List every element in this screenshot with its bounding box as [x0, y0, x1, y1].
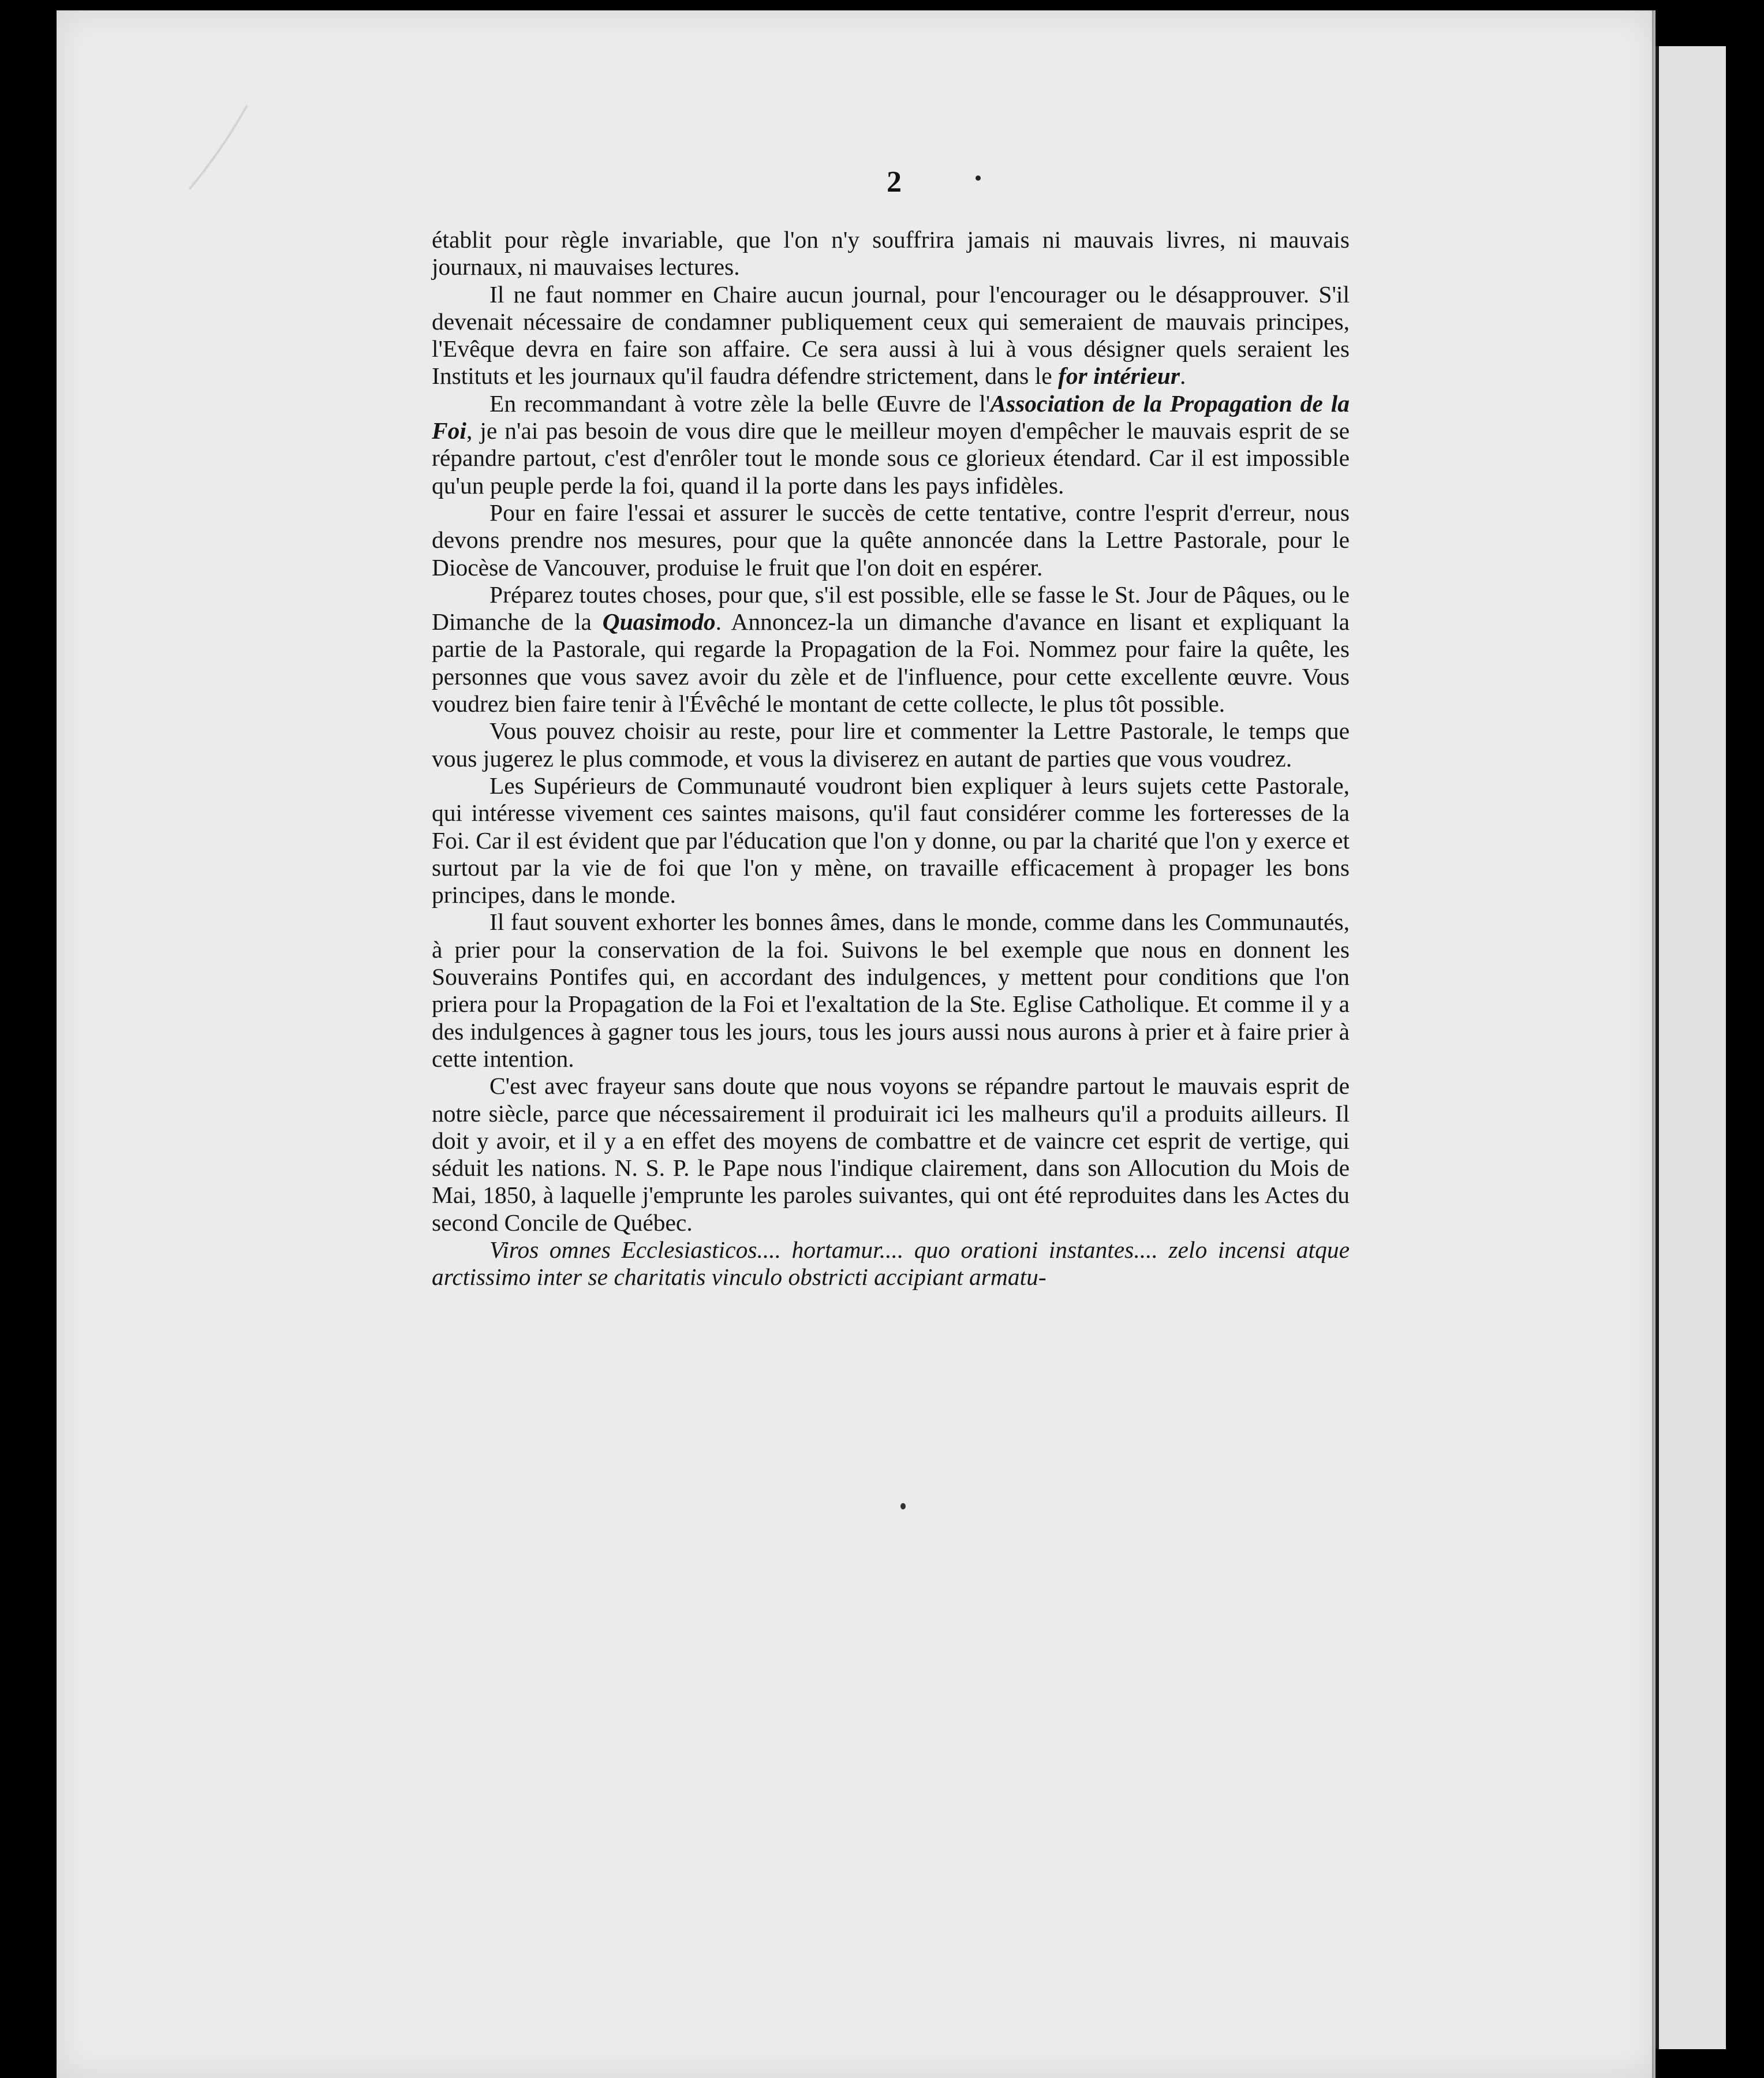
paragraph-text: Il faut souvent exhorter les bonnes âmes, dans le monde, comme dans les Communautés, à prier pour la conservation de la foi. Suivons le bel exemple que nous en donnent les Souverains Pontifes qui, en accordant des indulgences, y mettent pour conditions que l'on priera pour la Propagation de la Foi et l'exaltation de la Ste. Eglise Catholique. Et comme il y a des indulgences à gagner tous les jours, tous les jours aussi nous aurons à prier et à faire prier à cette intention. — [432, 909, 1350, 1072]
paragraph — [432, 499, 1350, 581]
paragraph — [432, 1072, 1350, 1236]
paragraph-text: Vous pouvez choisir au reste, pour lire et commenter la Lettre Pastorale, le temps que vous jugerez le plus commode, et vous la diviserez en autant de parties que vous voudrez. — [432, 717, 1350, 772]
emphasized-text: Association de la Propagation de la Foi — [432, 390, 1350, 444]
paragraph-text: . Annoncez-la un dimanche d'avance en lisant et expliquant la partie de la Pastorale, qui regarde la Propagation de la Foi. Nommez pour faire la quête, les personnes que vous savez avoir du zèle et de l'influence, pour cette excellente œuvre. Vous voudrez bien faire tenir à l'Évêché le montant de cette collecte, le plus tôt possible. — [432, 608, 1350, 717]
paragraph-text: . — [1180, 362, 1186, 390]
ink-speck — [900, 1503, 906, 1509]
paragraph-text: Préparez toutes choses, pour que, s'il est possible, elle se fasse le St. Jour de Pâques, ou le Dimanche de la — [432, 581, 1350, 636]
paragraph — [432, 1236, 1350, 1291]
paragraph — [432, 226, 1350, 281]
paragraph-text: En recommandant à votre zèle la belle Œuvre de l' — [489, 390, 991, 417]
latin-quote: Viros omnes Ecclesiasticos.... hortamur.... quo orationi instantes.... zelo incensi atque arctissimo inter se charitatis vinculo obstricti accipiant armatu- — [432, 1236, 1350, 1291]
paragraph — [432, 909, 1350, 1072]
body-text — [432, 226, 1350, 1291]
paragraph-text: Il ne faut nommer en Chaire aucun journal, pour l'encourager ou le désapprouver. S'il devenait nécessaire de condamner publiquement ceux qui semeraient de mauvais principes, l'Evêque devra en faire son affaire. Ce sera aussi à lui à vous désigner quels seraient les Instituts et les journaux qu'il faudra défendre strictement, dans le — [432, 281, 1350, 390]
emphasized-text: Quasimodo — [602, 608, 716, 636]
paragraph-text: C'est avec frayeur sans doute que nous voyons se répandre partout le mauvais esprit de notre siècle, parce que nécessairement il produirait ici les malheurs qu'il a produits ailleurs. Il doit y avoir, et il y a en effet des moyens de combattre et de vaincre cet esprit de vertige, qui séduit les nations. N. S. P. le Pape nous l'indique clairement, dans son Allocution du Mois de Mai, 1850, à laquelle j'emprunte les paroles suivantes, qui ont été reproduites dans les Actes du second Concile de Québec. — [432, 1072, 1350, 1236]
paragraph — [432, 390, 1350, 499]
paragraph-text: établit pour règle invariable, que l'on n'y souffrira jamais ni mauvais livres, ni mauvais journaux, ni mauvaises lectures. — [432, 226, 1350, 281]
page-number: 2 — [887, 166, 902, 199]
adjacent-page-edge — [1655, 46, 1726, 2049]
paragraph-text: , je n'ai pas besoin de vous dire que le meilleur moyen d'empêcher le mauvais esprit de se répandre partout, c'est d'enrôler tout le monde sous ce glorieux étendard. Car il est impossible qu'un peuple perde la foi, quand il la porte dans les pays infidèles. — [432, 417, 1350, 499]
paper-scratch-mark — [184, 103, 253, 195]
paragraph — [432, 717, 1350, 772]
page-number-dot — [976, 175, 981, 181]
paragraph-text: Les Supérieurs de Communauté voudront bien expliquer à leurs sujets cette Pastorale, qui intéresse vivement ces saintes maisons, qu'il faut considérer comme les forteresses de la Foi. Car il est évident que par l'éducation que l'on y donne, ou par la charité que l'on y exerce et surtout par la vie de foi que l'on y mène, on travaille efficacement à propager les bons principes, dans le monde. — [432, 772, 1350, 909]
paragraph — [432, 581, 1350, 717]
paragraph — [432, 281, 1350, 390]
emphasized-text: for intérieur — [1058, 362, 1180, 390]
paragraph — [432, 772, 1350, 909]
paragraph-text: Pour en faire l'essai et assurer le succès de cette tentative, contre l'esprit d'erreur, nous devons prendre nos mesures, pour que la quête annoncée dans la Lettre Pastorale, pour le Diocèse de Vancouver, produise le fruit que l'on doit en espérer. — [432, 499, 1350, 581]
